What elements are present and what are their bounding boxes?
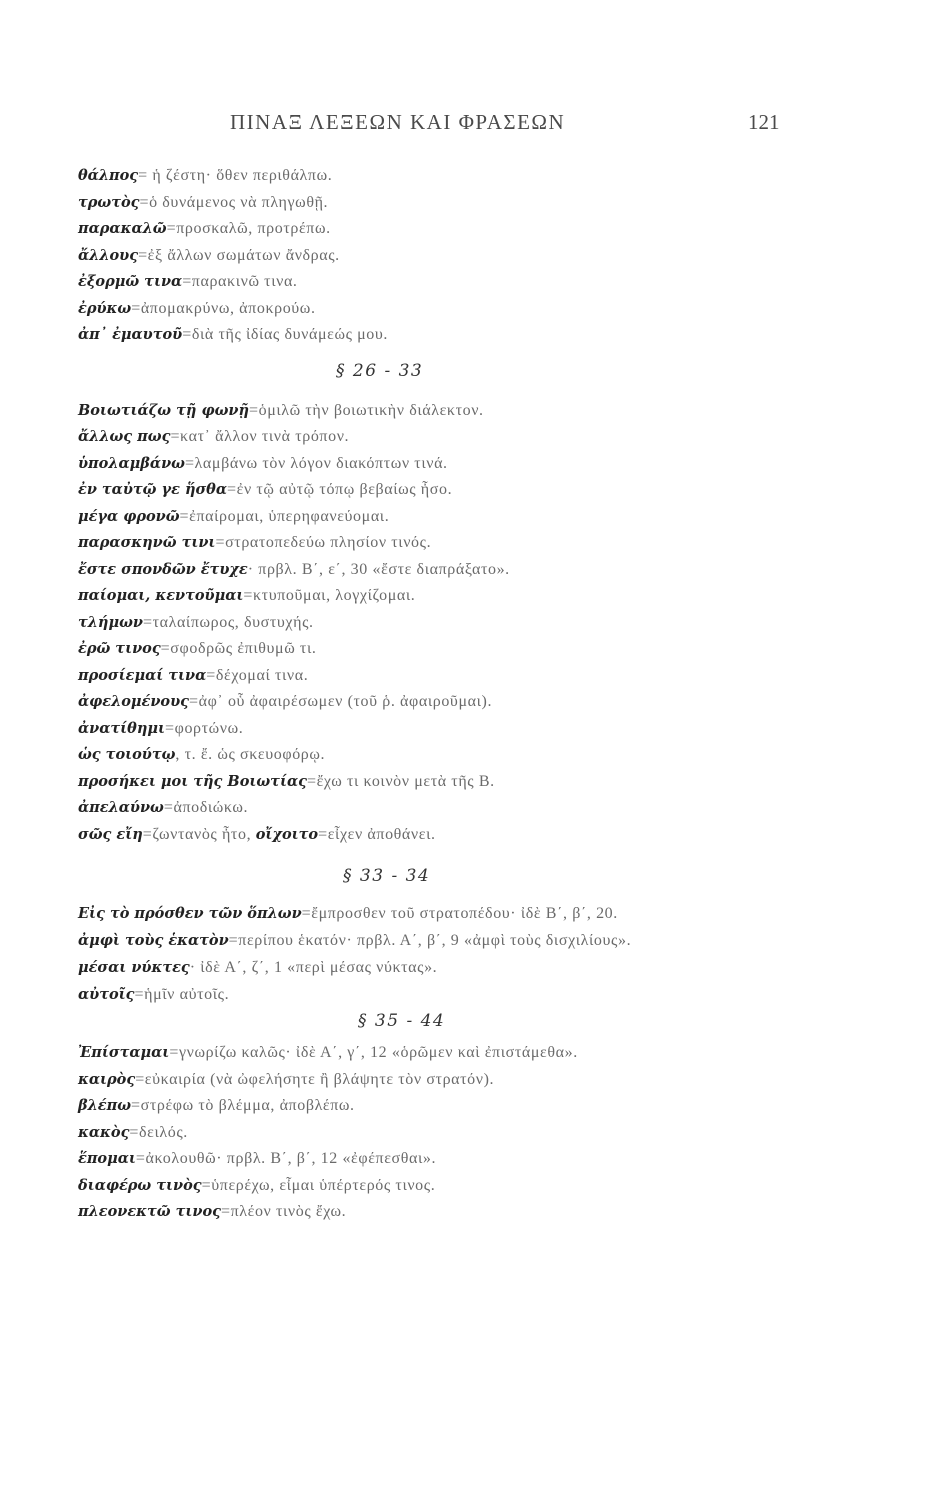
glossary-entry	[78, 268, 798, 295]
entry-definition: =διὰ τῆς ἰδίας δυνάμεώς μου.	[182, 326, 389, 343]
glossary-entry	[78, 476, 798, 503]
glossary-entry	[78, 242, 798, 269]
glossary-entry	[78, 821, 798, 848]
entry-definition: =πλέον τινὸς ἔχω.	[220, 1203, 347, 1220]
entry-definition: =ἐν τῷ αὐτῷ τόπῳ βεβαίως ἦσο.	[227, 481, 453, 498]
entry-term: ἐρῶ τινος	[78, 640, 161, 657]
glossary-entry	[78, 295, 798, 322]
entry-definition: =λαμβάνω τὸν λόγον διακόπτων τινά.	[184, 454, 448, 472]
entry-term: βλέπω	[78, 1097, 132, 1114]
glossary-entry	[78, 715, 798, 742]
glossary-entry	[78, 688, 798, 715]
entry-term: κακὸς	[78, 1123, 130, 1141]
glossary-entry	[78, 1119, 798, 1146]
glossary-entry	[78, 582, 798, 609]
entry-definition: =ἀπομακρύνω, ἀποκρούω.	[131, 299, 316, 317]
glossary-entry	[78, 450, 798, 477]
entry-definition: =γνωρίζω καλῶς· ἰδὲ Α΄, γ΄, 12 «ὁρῶμεν καὶ ἐπιστάμεθα».	[169, 1044, 578, 1061]
entry-term: παρακαλῶ	[78, 220, 167, 237]
entry-definition: = ἡ ζέστη· ὅθεν περιθάλπω.	[138, 167, 333, 184]
glossary-entry	[78, 1145, 798, 1172]
glossary-entry	[78, 609, 798, 636]
entry-definition: =εὐκαιρία (νὰ ὠφελήσητε ἢ βλάψητε τὸν στρατόν).	[135, 1070, 495, 1088]
entry-definition: =ζωντανὸς ἦτο,	[142, 825, 256, 843]
entry-term: σῶς εἴη	[78, 825, 143, 843]
entry-term: ἀνατίθημι	[78, 719, 165, 737]
entry-definition: · ἰδὲ Α΄, ζ΄, 1 «περὶ μέσας νύκτας».	[189, 959, 438, 976]
entry-definition: =δειλός.	[129, 1123, 188, 1141]
entry-term: τρωτὸς	[78, 193, 140, 211]
glossary-entry	[78, 635, 798, 662]
entry-definition: =ὁμιλῶ τὴν βοιωτικὴν διάλεκτον.	[249, 401, 484, 419]
entry-term: ὡς τοιούτῳ	[78, 746, 176, 763]
glossary-entry	[78, 189, 798, 216]
entry-definition: =δέχομαί τινα.	[206, 666, 309, 684]
entry-definition: =περίπου ἑκατόν· πρβλ. Α΄, β΄, 9 «ἀμφὶ τοὺς δισχιλίους».	[228, 931, 632, 949]
entry-definition: =ὁ δυνάμενος νὰ πληγωθῇ.	[139, 193, 329, 211]
glossary-entry	[78, 215, 798, 242]
entry-term: ἐξορμῶ τινα	[78, 273, 183, 290]
glossary-entry	[78, 1198, 798, 1225]
entry-definition: =ἀφ᾿ οὗ ἀφαιρέσωμεν (τοῦ ῥ. ἀφαιροῦμαι).	[188, 693, 493, 710]
glossary-entry	[78, 1092, 798, 1119]
glossary-entry	[78, 954, 798, 981]
entry-term: τλήμων	[78, 613, 143, 631]
entry-term: μέσαι νύκτες	[78, 959, 190, 976]
entry-definition: =ἔχω τι κοινὸν μετὰ τῆς Β.	[306, 772, 495, 790]
entry-term: Εἰς τὸ πρόσθεν τῶν ὅπλων	[78, 905, 302, 922]
section-heading: § 26 - 33	[336, 360, 424, 381]
glossary-entry	[78, 794, 798, 821]
glossary-entry	[78, 900, 798, 927]
entry-definition: =στρέφω τὸ βλέμμα, ἀποβλέπω.	[131, 1097, 355, 1114]
entry-term: ὑπολαμβάνω	[78, 454, 185, 472]
entry-definition: =φορτώνω.	[165, 719, 244, 737]
glossary-entry	[78, 503, 798, 530]
entry-definition: =εἶχεν ἀποθάνει.	[318, 825, 436, 843]
page-number: 121	[748, 110, 780, 134]
glossary-entry	[78, 397, 798, 424]
entry-definition: =ἀποδιώκω.	[163, 799, 249, 816]
entry-definition: =κτυποῦμαι, λογχίζομαι.	[243, 587, 416, 604]
glossary-entry	[78, 1066, 798, 1093]
entry-term: παίομαι, κεντοῦμαι	[78, 587, 244, 604]
glossary-entry	[78, 1039, 798, 1066]
entry-term: ἐρύκω	[78, 299, 132, 317]
entry-definition: , τ. ἔ. ὡς σκευοφόρῳ.	[175, 746, 326, 763]
entry-definition: =ἐξ ἄλλων σωμάτων ἄνδρας.	[138, 246, 340, 264]
entry-term: Βοιωτιάζω τῇ φωνῇ	[78, 401, 249, 419]
entry-definition: =ἡμῖν αὐτοῖς.	[134, 985, 230, 1003]
entry-term: πλεονεκτῶ τινος	[78, 1203, 221, 1220]
entry-definition: · πρβλ. Β΄, ε΄, 30 «ἔστε διαπράξατο».	[247, 560, 510, 578]
entry-term: ἔστε σπονδῶν ἔτυχε	[78, 560, 248, 578]
glossary-entry	[78, 768, 798, 795]
entry-term: θάλπος	[78, 167, 139, 184]
glossary-entry	[78, 981, 798, 1008]
page-header	[0, 110, 933, 140]
entry-term: ἀφελομένους	[78, 693, 189, 710]
glossary-entry	[78, 321, 798, 348]
glossary-entry	[78, 529, 798, 556]
glossary-entry	[78, 556, 798, 583]
entry-term: οἴχοιτο	[255, 825, 319, 843]
entry-definition: =κατ᾿ ἄλλον τινὰ τρόπον.	[170, 428, 350, 445]
entry-term: αὐτοῖς	[78, 985, 135, 1003]
entry-term: ἐν ταὐτῷ γε ἥσθα	[78, 481, 228, 498]
glossary-body	[78, 162, 798, 1225]
entry-definition: =ὑπερέχω, εἶμαι ὑπέρτερός τινος.	[201, 1176, 436, 1194]
entry-term: ἕπομαι	[78, 1150, 136, 1167]
entry-definition: =προσκαλῶ, προτρέπω.	[166, 220, 331, 237]
section-heading: § 35 - 44	[358, 1011, 446, 1031]
entry-term: Ἐπίσταμαι	[78, 1044, 170, 1061]
glossary-entry	[78, 423, 798, 450]
entry-term: ἀπελαύνω	[78, 799, 164, 816]
glossary-entry	[78, 741, 798, 768]
entry-definition: =στρατοπεδεύω πλησίον τινός.	[215, 534, 432, 551]
entry-definition: =ἔμπροσθεν τοῦ στρατοπέδου· ἰδὲ Β΄, β΄, 20.	[301, 905, 618, 922]
section-heading: § 33 - 34	[343, 866, 431, 886]
entry-definition: =ἀκολουθῶ· πρβλ. Β΄, β΄, 12 «ἐφέπεσθαι».	[135, 1150, 437, 1167]
glossary-entry	[78, 927, 798, 955]
entry-term: μέγα φρονῶ	[78, 507, 180, 525]
entry-term: προσίεμαί τινα	[78, 666, 207, 684]
entry-definition: =σφοδρῶς ἐπιθυμῶ τι.	[160, 640, 317, 657]
entry-term: καιρὸς	[78, 1070, 136, 1088]
glossary-entry	[78, 662, 798, 689]
entry-term: προσήκει μοι τῆς Βοιωτίας	[78, 772, 307, 790]
entry-term: ἀμφὶ τοὺς ἑκατὸν	[78, 931, 229, 949]
entry-definition: =ἐπαίρομαι, ὑπερηφανεύομαι.	[179, 507, 390, 525]
entry-term: διαφέρω τινὸς	[78, 1176, 202, 1194]
entry-term: ἄλλως πως	[78, 428, 171, 445]
entry-term: ἄλλους	[78, 246, 139, 264]
entry-term: παρασκηνῶ τινι	[78, 534, 216, 551]
glossary-entry	[78, 162, 798, 189]
entry-definition: =παρακινῶ τινα.	[182, 273, 298, 290]
entry-term: ἀπ᾿ ἐμαυτοῦ	[78, 326, 183, 343]
running-title: ΠΙΝΑΞ ΛΕΞΕΩΝ ΚΑΙ ΦΡΑΣΕΩΝ	[230, 110, 566, 134]
glossary-entry	[78, 1172, 798, 1199]
entry-definition: =ταλαίπωρος, δυστυχής.	[142, 613, 314, 631]
